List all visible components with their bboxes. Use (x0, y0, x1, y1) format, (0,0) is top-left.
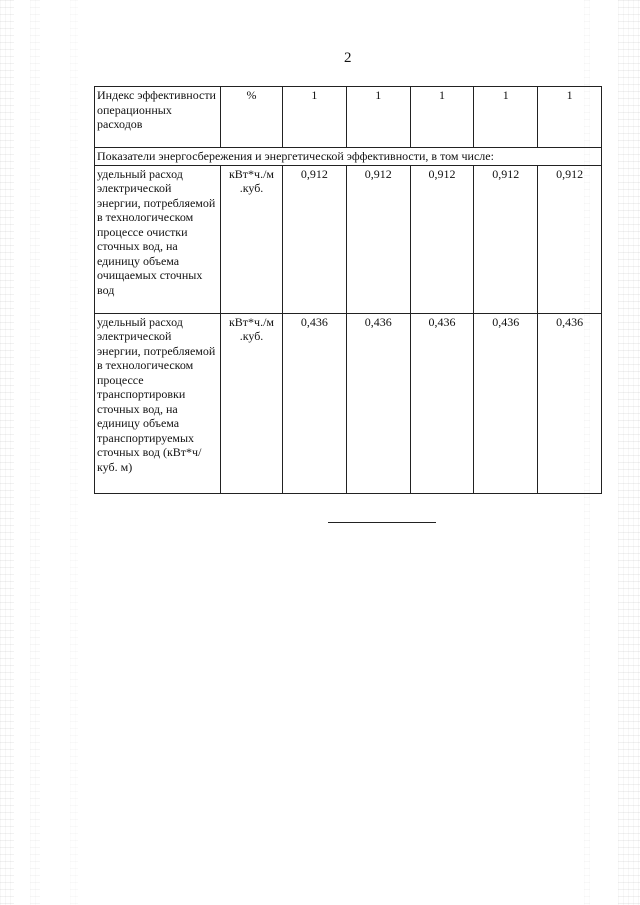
indicator-value: 1 (346, 87, 410, 148)
indicator-value: 0,912 (474, 165, 538, 313)
indicator-value: 0,912 (538, 165, 602, 313)
table-row-treatment-energy (95, 165, 602, 313)
indicator-name: Индекс эффективности операционных расходов (95, 87, 221, 148)
section-heading: Показатели энергосбережения и энергетической эффективности, в том числе: (95, 148, 602, 166)
indicator-value: 0,436 (410, 313, 474, 493)
indicator-name: удельный расход электрической энергии, потребляемой в технологическом процессе транспортировки сточных вод, на единицу объема транспортируемых сточных вод (кВт*ч/куб. м) (95, 313, 221, 493)
end-of-document-line (328, 522, 436, 523)
table-row-transport-energy (95, 313, 602, 493)
scan-noise-left-inner (30, 0, 40, 905)
table-row-opex-index (95, 87, 602, 148)
page-number: 2 (344, 50, 352, 66)
indicator-value: 0,436 (346, 313, 410, 493)
indicator-value: 1 (410, 87, 474, 148)
indicator-value: 0,436 (538, 313, 602, 493)
indicator-unit: % (221, 87, 283, 148)
table-row-section-header (95, 148, 602, 166)
scan-noise-right (618, 0, 640, 905)
indicator-value: 0,912 (283, 165, 347, 313)
indicator-unit: кВт*ч./м .куб. (221, 165, 283, 313)
indicator-value: 1 (474, 87, 538, 148)
scan-noise-left-inner-2 (70, 0, 78, 905)
indicator-value: 0,912 (410, 165, 474, 313)
indicator-value: 1 (283, 87, 347, 148)
indicator-unit: кВт*ч./м .куб. (221, 313, 283, 493)
indicator-value: 0,436 (474, 313, 538, 493)
indicator-name: удельный расход электрической энергии, потребляемой в технологическом процессе очистки сточных вод, на единицу объема очищаемых сточных вод (95, 165, 221, 313)
indicator-value: 0,436 (283, 313, 347, 493)
indicator-value: 0,912 (346, 165, 410, 313)
indicators-table (94, 86, 602, 494)
indicator-value: 1 (538, 87, 602, 148)
scan-noise-left (0, 0, 14, 905)
